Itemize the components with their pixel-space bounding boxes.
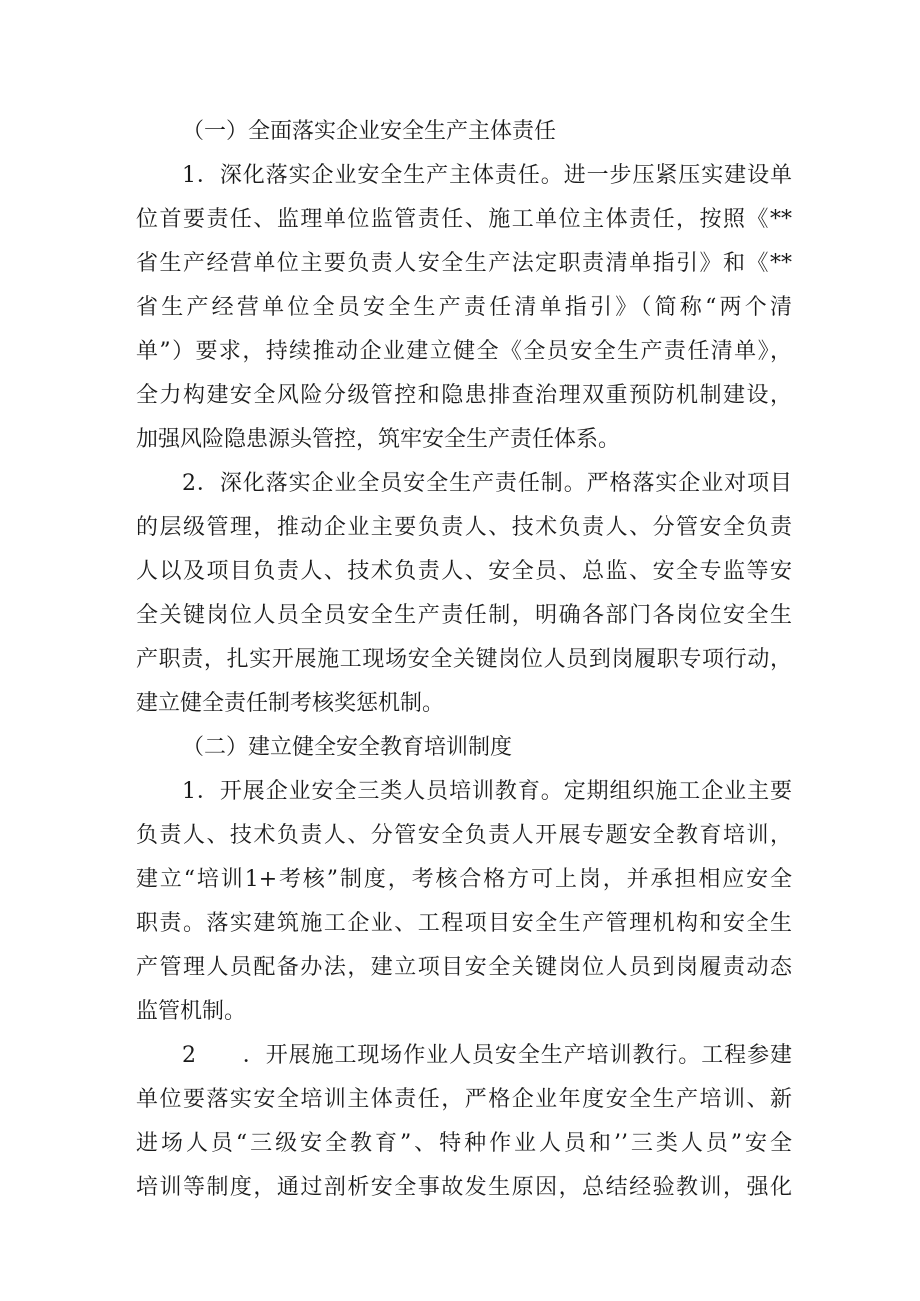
paragraph-line: 省生产经营单位全员安全生产责任清单指引》（简称“两个清	[136, 295, 792, 320]
section1-heading: （一）全面落实企业安全生产主体责任	[182, 119, 557, 144]
paragraph-line: 产职责，扎实开展施工现场安全关键岗位人员到岗履职专项行动，	[136, 647, 792, 672]
paragraph-line: 2 ．开展施工现场作业人员安全生产培训教行。工程参建	[182, 1043, 792, 1068]
paragraph-line: 建立健全责任制考核奖惩机制。	[136, 691, 445, 716]
paragraph-line: 人以及项目负责人、技术负责人、安全员、总监、安全专监等安	[136, 559, 792, 584]
paragraph-line: 进场人员“三级安全教育”、特种作业人员和’’三类人员”安全	[136, 1131, 792, 1156]
paragraph-line: 1．深化落实企业安全生产主体责任。进一步压紧压实建设单	[182, 163, 792, 188]
paragraph-line: 2．深化落实企业全员安全生产责任制。严格落实企业对项目	[182, 471, 792, 496]
paragraph-line: 加强风险隐患源头管控，筑牢安全生产责任体系。	[136, 427, 621, 452]
paragraph-line: 的层级管理，推动企业主要负责人、技术负责人、分管安全负责	[136, 515, 792, 540]
paragraph-line: 全力构建安全风险分级管控和隐患排查治理双重预防机制建设，	[136, 383, 792, 408]
paragraph-line: 职责。落实建筑施工企业、工程项目安全生产管理机构和安全生	[136, 911, 792, 936]
paragraph-line: 建立“培训1+考核”制度，考核合格方可上岗，并承担相应安全	[136, 867, 792, 892]
paragraph-line: 监管机制。	[136, 999, 247, 1024]
paragraph-line: 全关键岗位人员全员安全生产责任制，明确各部门各岗位安全生	[136, 603, 792, 628]
section2-heading: （二）建立健全安全教育培训制度	[182, 735, 513, 760]
paragraph-line: 1．开展企业安全三类人员培训教育。定期组织施工企业主要	[182, 779, 792, 804]
paragraph-line: 单位要落实安全培训主体责任，严格企业年度安全生产培训、新	[136, 1087, 792, 1112]
paragraph-line: 位首要责任、监理单位监管责任、施工单位主体责任，按照《**	[136, 207, 792, 232]
paragraph-line: 负责人、技术负责人、分管安全负责人开展专题安全教育培训，	[136, 823, 792, 848]
paragraph-line: 单”）要求，持续推动企业建立健全《全员安全生产责任清单》，	[136, 339, 792, 364]
paragraph-line: 省生产经营单位主要负责人安全生产法定职责清单指引》和《**	[136, 251, 792, 276]
paragraph-line: 产管理人员配备办法，建立项目安全关键岗位人员到岗履责动态	[136, 955, 792, 980]
paragraph-line: 培训等制度，通过剖析安全事故发生原因，总结经验教训，强化	[136, 1175, 792, 1200]
